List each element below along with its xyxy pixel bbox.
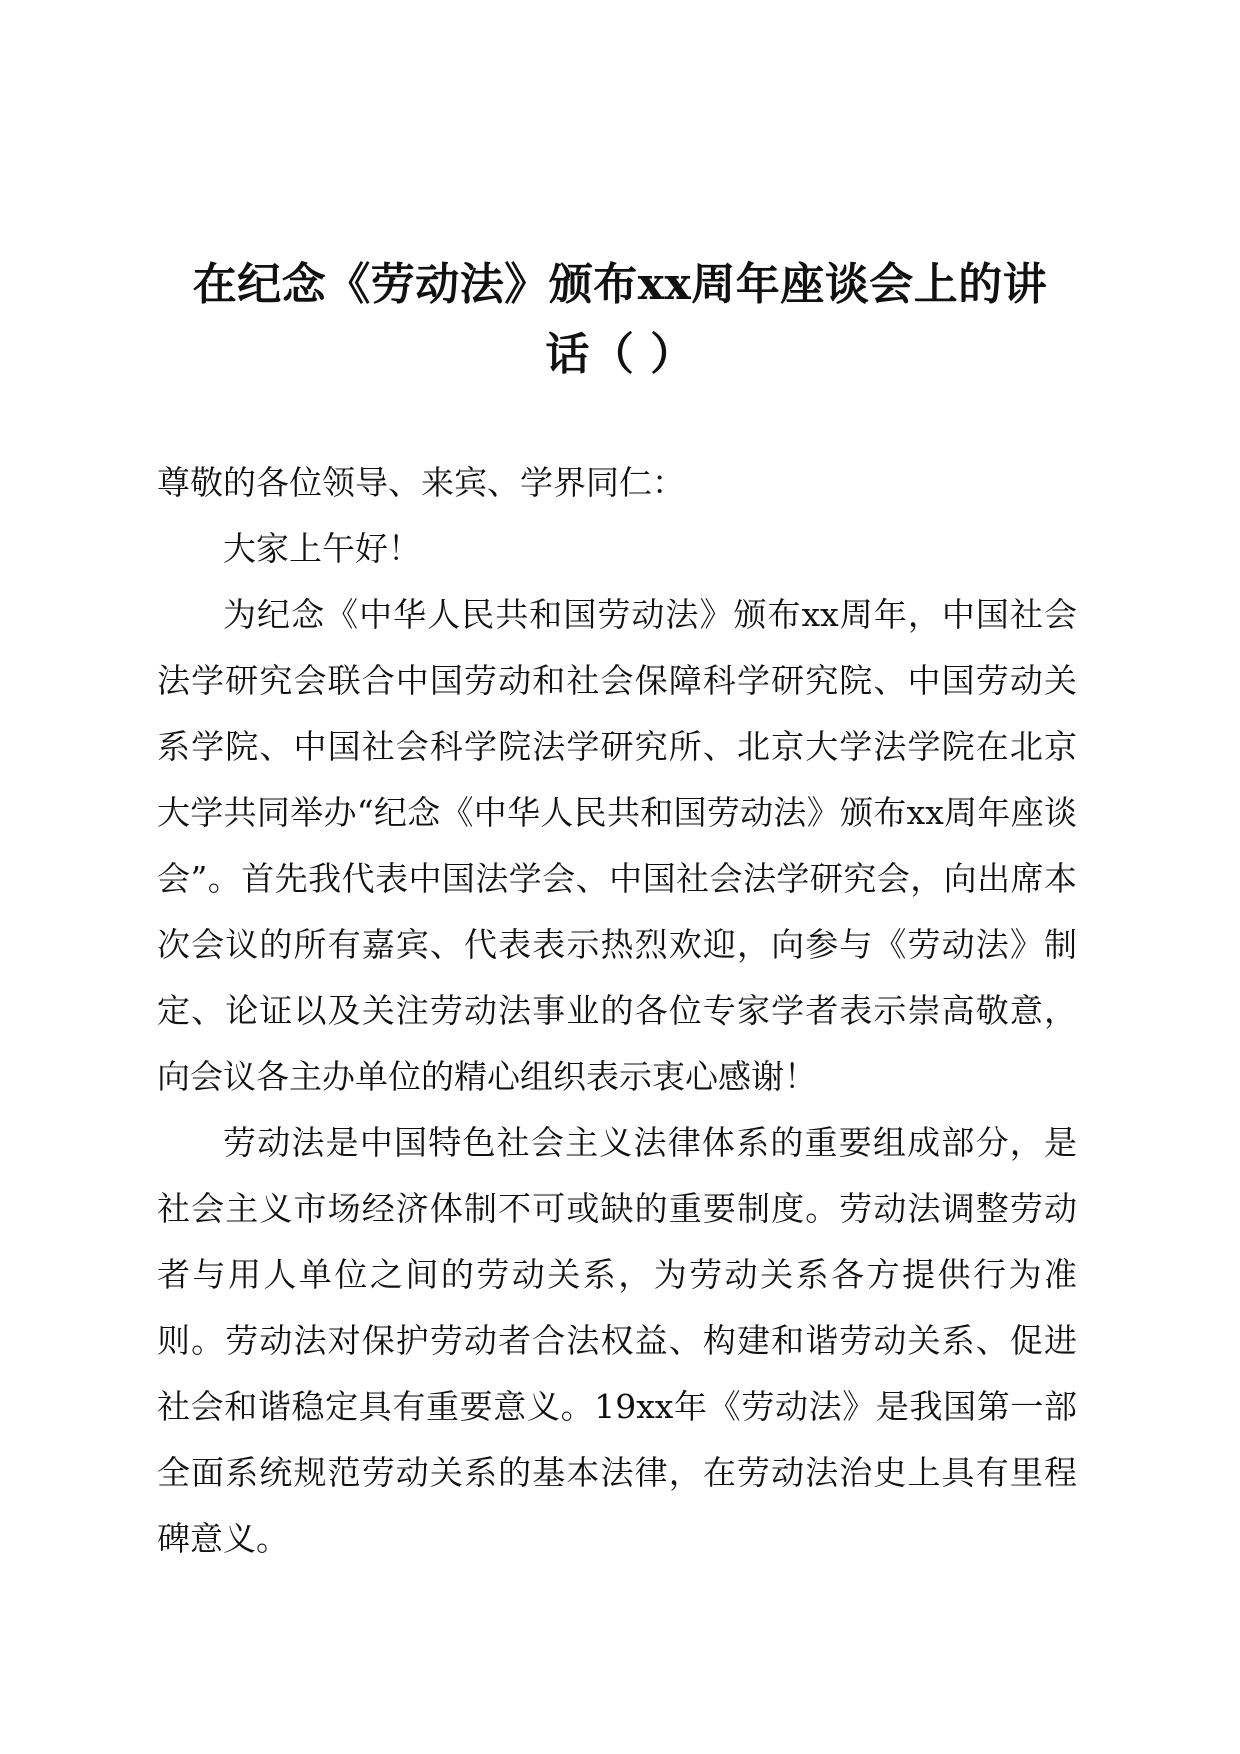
body-paragraph-2: 劳动法是中国特色社会主义法律体系的重要组成部分，是社会主义市场经济体制不可或缺的重要制度。劳动法调整劳动者与用人单位之间的劳动关系，为劳动关系各方提供行为准则。劳动法对保护劳动者合法权益、构建和谐劳动关系、促进社会和谐稳定具有重要意义。19xx年《劳动法》是我国第一部全面系统规范劳动关系的基本法律，在劳动法治史上具有里程碑意义。 <box>157 1123 1077 1558</box>
title-line-2: 话（ ） <box>545 329 695 380</box>
document-body <box>157 450 1077 1572</box>
body-paragraph-1: 为纪念《中华人民共和国劳动法》颁布xx周年，中国社会法学研究会联合中国劳动和社会保障科学研究院、中国劳动关系学院、中国社会科学院法学研究所、北京大学法学院在北京大学共同举办“纪念《中华人民共和国劳动法》颁布xx周年座谈会”。首先我代表中国法学会、中国社会法学研究会，向出席本次会议的所有嘉宾、代表表示热烈欢迎，向参与《劳动法》制定、论证以及关注劳动法事业的各位专家学者表示崇高敬意，向会议各主办单位的精心组织表示衷心感谢！ <box>157 595 1077 1096</box>
title-line-1: 在纪念《劳动法》颁布xx周年座谈会上的讲 <box>192 259 1048 310</box>
greeting-paragraph: 大家上午好！ <box>223 529 421 568</box>
document-title <box>150 250 1090 390</box>
salutation: 尊敬的各位领导、来宾、学界同仁： <box>157 463 685 502</box>
